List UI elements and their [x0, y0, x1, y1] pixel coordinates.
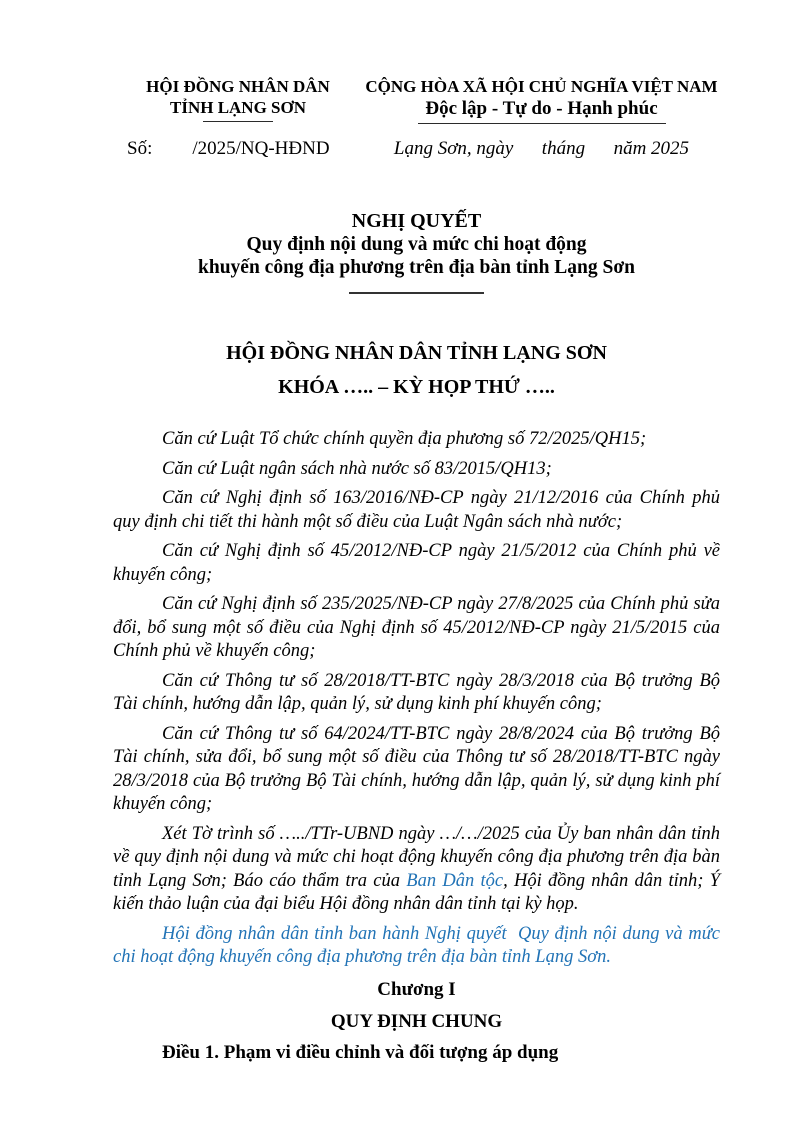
- document-number-line: [113, 138, 363, 160]
- article-heading: Điều 1. Phạm vi điều chỉnh và đối tượng áp dụng: [162, 1041, 559, 1063]
- chapter-number: Chương I: [377, 978, 456, 1000]
- preamble-paragraph: Căn cứ Thông tư số 64/2024/TT-BTC ngày 28/8/2024 của Bộ trưởng Bộ Tài chính, sửa đổi, bổ sung một số điều của Thông tư số 28/2018/TT-BTC ngày 28/3/2018 của Bộ trưởng Bộ Tài chính, hướng dẫn lập, quản lý, sử dụng kinh phí khuyến công;: [113, 723, 720, 814]
- authority-name: HỘI ĐỒNG NHÂN DÂN: [146, 77, 330, 96]
- preamble-paragraph: Căn cứ Luật ngân sách nhà nước số 83/2015/QH13;: [162, 458, 552, 479]
- issuing-authority-block: [113, 76, 363, 160]
- consideration-paragraph: [113, 823, 720, 917]
- national-motto-block: [363, 76, 720, 160]
- motto-underline: [418, 123, 666, 124]
- enactment-paragraph: Hội đồng nhân dân tỉnh ban hành Nghị quyết Quy định nội dung và mức chi hoạt động khuyến công địa phương trên địa bàn tỉnh Lạng Sơn.: [113, 923, 725, 967]
- document-subtitle-line1: Quy định nội dung và mức chi hoạt động: [246, 234, 587, 255]
- issuer-council-name: HỘI ĐỒNG NHÂN DÂN TỈNH LẠNG SƠN: [226, 342, 607, 364]
- national-motto: Độc lập - Tự do - Hạnh phúc: [425, 98, 658, 119]
- preamble-paragraph: Căn cứ Luật Tổ chức chính quyền địa phương số 72/2025/QH15;: [162, 429, 647, 449]
- national-title: CỘNG HÒA XÃ HỘI CHỦ NGHĨA VIỆT NAM: [365, 77, 718, 96]
- document-body: [113, 428, 725, 1065]
- consideration-text-after: , Hội đồng nhân dân tỉnh; Ý kiến thảo luận của đại biểu Hội đồng nhân dân tỉnh tại kỳ họp.: [113, 870, 721, 914]
- preamble-paragraph: Căn cứ Nghị định số 235/2025/NĐ-CP ngày 27/8/2025 của Chính phủ sửa đổi, bổ sung một số điều của Nghị định số 45/2012/NĐ-CP ngày 21/5/2015 của Chính phủ về khuyến công;: [113, 594, 720, 661]
- place-date-line: Lạng Sơn, ngày tháng năm 2025: [393, 138, 690, 159]
- title-divider: [349, 292, 484, 294]
- committee-name-highlight: Ban Dân tộc: [406, 870, 504, 891]
- document-subtitle-line2: khuyến công địa phương trên địa bàn tỉnh Lạng Sơn: [198, 257, 635, 278]
- preamble-paragraph: Căn cứ Nghị định số 45/2012/NĐ-CP ngày 21/5/2012 của Chính phủ về khuyến công;: [113, 541, 720, 585]
- document-header: [113, 76, 720, 160]
- consideration-text-before: Xét Tờ trình số …../TTr-UBND ngày …/…/2025 của Ủy ban nhân dân tỉnh về quy định nội dung và mức chi hoạt động khuyến công địa phương trên địa bàn tỉnh Lạng Sơn; Báo cáo thẩm tra của: [113, 823, 720, 891]
- authority-underline: [203, 121, 273, 122]
- chapter-title: QUY ĐỊNH CHUNG: [330, 1010, 503, 1032]
- preamble-paragraph: Căn cứ Nghị định số 163/2016/NĐ-CP ngày 21/12/2016 của Chính phủ quy định chi tiết thi hành một số điều của Luật Ngân sách nhà nước;: [113, 488, 720, 532]
- document-title-block: [113, 210, 720, 294]
- document-number-value: /2025/NQ-HĐND: [192, 138, 330, 159]
- issuer-block: [113, 336, 720, 404]
- issuer-session-line: KHÓA ….. – KỲ HỌP THỨ …..: [278, 376, 555, 398]
- document-type-title: NGHỊ QUYẾT: [351, 210, 482, 232]
- authority-locality: TỈNH LẠNG SƠN: [169, 98, 307, 117]
- preamble-paragraph: Căn cứ Thông tư số 28/2018/TT-BTC ngày 28/3/2018 của Bộ trưởng Bộ Tài chính, hướng dẫn lập, quản lý, sử dụng kinh phí khuyến công;: [113, 670, 720, 714]
- document-number-label: Số:: [127, 138, 153, 159]
